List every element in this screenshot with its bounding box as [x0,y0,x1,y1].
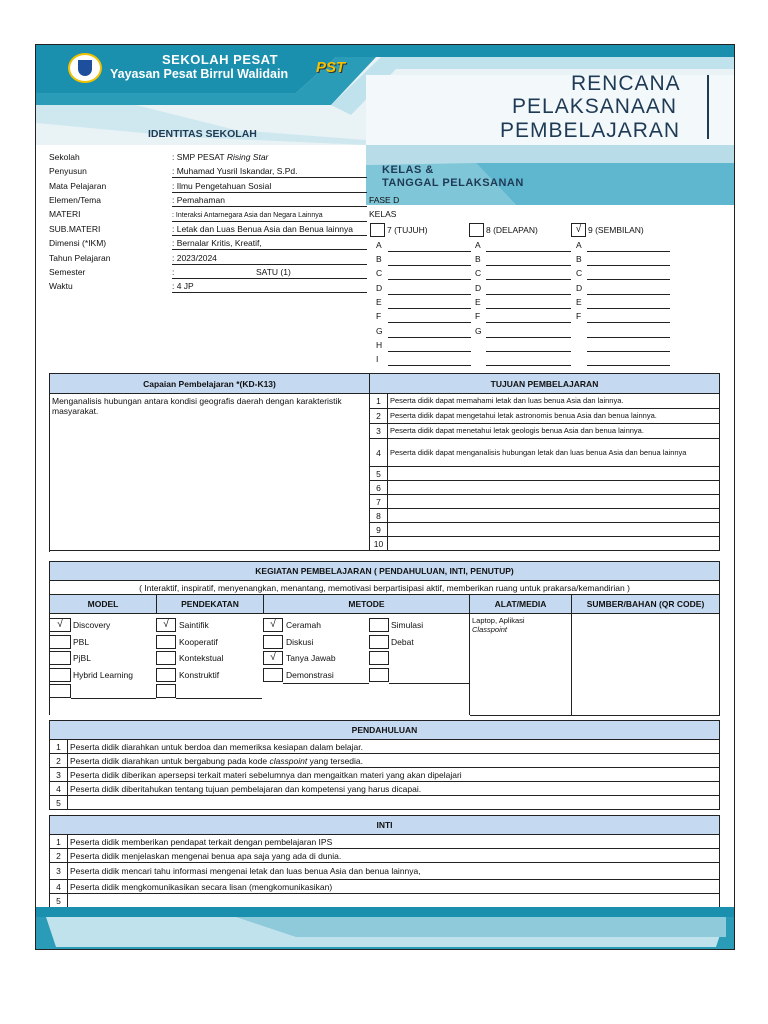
pendekatan-checkbox[interactable] [156,635,176,649]
model-checkbox[interactable] [49,635,71,649]
class-9-label: 9 (SEMBILAN) [588,225,644,235]
class-8-room: B [475,254,481,264]
identity-label: Tahun Pelajaran [49,253,111,263]
class-8-room: A [475,240,481,250]
identity-label: MATERI [49,209,81,219]
capaian-header: Capaian Pembelajaran *(KD-K13) [50,374,370,394]
inti-item: Peserta didik menjelaskan mengenai benua apa saja yang ada di dunia. [68,849,720,863]
plan-title-3: PEMBELAJARAN [500,119,681,142]
pendahuluan-number: 4 [50,782,68,796]
tujuan-number: 10 [370,537,388,551]
identity-value: : Muhamad Yusril Iskandar, S.Pd. [172,166,298,176]
metode-checkbox[interactable]: √ [263,618,283,632]
pesat-logo: PST [316,59,346,76]
metode-checkbox[interactable]: √ [263,651,283,665]
pendahuluan-item: Peserta didik diarahkan untuk berdoa dan memeriksa kesiapan dalam belajar. [68,740,720,754]
model-checkbox[interactable] [49,684,71,698]
identity-label: Elemen/Tema [49,195,101,205]
inti-item [68,894,720,908]
class-9-room: B [576,254,582,264]
capaian-text: Menganalisis hubungan antara kondisi geografis daerah dengan karakteristik masyarakat. [50,394,370,551]
class-9-room: C [576,268,583,278]
identity-label: Waktu [49,281,73,291]
pendahuluan-number: 2 [50,754,68,768]
tujuan-item [388,537,720,551]
inti-number: 2 [50,849,68,863]
inti-header: INTI [50,816,720,835]
class-title-2: TANGGAL PELAKSANAN [382,177,524,189]
identity-value: : Ilmu Pengetahuan Sosial [172,181,272,191]
kegiatan-header: KEGIATAN PEMBELAJARAN ( PENDAHULUAN, INTI, PENUTUP) [50,562,720,581]
metode-label: Ceramah [286,620,321,630]
pendekatan-label: Konstruktif [179,670,220,680]
class-9-room: E [576,297,582,307]
class-7-checkbox[interactable] [370,223,385,237]
pendahuluan-number: 5 [50,796,68,810]
foundation-name: Yayasan Pesat Birrul Walidain [110,67,289,81]
tujuan-number: 9 [370,523,388,537]
class-7-room: G [376,326,383,336]
pendahuluan-table [49,720,720,810]
kelas-label: KELAS [369,209,397,219]
alat-col-header: ALAT/MEDIA [470,595,572,614]
title-divider [707,75,709,139]
metode-checkbox[interactable] [369,618,389,632]
metode-checkbox[interactable] [263,668,283,682]
kegiatan-subheader: ( Interaktif, inspiratif, menyenangkan, menantang, memotivasi berpartisipasi aktif, memberikan ruang untuk prakarsa/kemandirian ) [50,581,720,595]
lesson-plan-sheet [35,44,735,950]
identity-label: Dimensi (*IKM) [49,238,107,248]
class-7-room: B [376,254,382,264]
identity-label: Penyusun [49,166,87,176]
tujuan-number: 5 [370,467,388,481]
class-8-checkbox[interactable] [469,223,484,237]
model-label: PjBL [73,653,91,663]
class-8-room: D [475,283,482,293]
tujuan-item: Peserta didik dapat mengetahui letak astronomis benua Asia dan benua lainnya. [388,409,720,424]
tujuan-item: Peserta didik dapat menganalisis hubungan letak dan luas benua Asia dan benua lainnya [388,439,720,467]
school-name: SEKOLAH PESAT [162,52,279,67]
inti-item: Peserta didik memberikan pendapat terkait dengan pembelajaran IPS [68,835,720,849]
model-label: Discovery [73,620,111,630]
class-7-room: H [376,340,383,350]
identity-value: : SMP PESAT Rising Star [172,152,269,162]
pendekatan-checkbox[interactable] [156,651,176,665]
inti-number: 3 [50,863,68,880]
school-logo [68,53,102,83]
pendahuluan-header: PENDAHULUAN [50,721,720,740]
tujuan-header: TUJUAN PEMBELAJARAN [370,374,720,394]
class-8-room: F [475,311,481,321]
class-7-room: E [376,297,382,307]
identity-value: : 2023/2024 [172,253,217,263]
tujuan-item [388,481,720,495]
inti-table [49,815,720,908]
identity-value: : Pemahaman [172,195,225,205]
header-banner [36,45,735,205]
pendahuluan-item: Peserta didik diberitahukan tentang tujuan pembelajaran dan kompetensi yang harus dicapai. [68,782,720,796]
alat-cell [470,614,572,716]
identity-value: : Bernalar Kritis, Kreatif, [172,238,262,248]
identity-title: IDENTITAS SEKOLAH [148,128,257,140]
inti-number: 4 [50,880,68,894]
class-7-room: C [376,268,383,278]
pendahuluan-number: 1 [50,740,68,754]
model-checkbox[interactable] [49,651,71,665]
identity-label: Semester [49,267,86,277]
fase-label: FASE D [369,195,400,205]
class-9-room: D [576,283,583,293]
class-8-label: 8 (DELAPAN) [486,225,538,235]
pendekatan-checkbox[interactable] [156,668,176,682]
tujuan-item [388,523,720,537]
pendekatan-label: Kontekstual [179,653,224,663]
identity-label: Sekolah [49,152,80,162]
identity-label: SUB.MATERI [49,224,101,234]
sumber-col-header: SUMBER/BAHAN (QR CODE) [572,595,720,614]
class-title-1: KELAS & [382,164,434,176]
tujuan-number: 8 [370,509,388,523]
metode-label: Demonstrasi [286,670,334,680]
inti-number: 5 [50,894,68,908]
tujuan-item [388,467,720,481]
identity-value: : 4 JP [172,281,194,291]
inti-number: 1 [50,835,68,849]
tujuan-number: 1 [370,394,388,409]
tujuan-item: Peserta didik dapat menetahui letak geologis benua Asia dan benua lainnya. [388,424,720,439]
pendahuluan-item: Peserta didik diberikan apersepsi terkait materi sebelumnya dan mengaitkan materi yang akan dipelajari [68,768,720,782]
metode-checkbox[interactable] [369,668,389,682]
pendahuluan-item [68,796,720,810]
identity-value: : Letak dan Luas Benua Asia dan Benua lainnya [172,224,354,234]
pendahuluan-number: 3 [50,768,68,782]
class-7-room: I [376,354,379,364]
metode-checkbox[interactable] [369,651,389,665]
tujuan-item [388,509,720,523]
model-checkbox[interactable] [49,668,71,682]
class-8-room: C [475,268,482,278]
tujuan-item [388,495,720,509]
alat-app: Classpoint [472,625,508,634]
class-7-label: 7 (TUJUH) [387,225,428,235]
inti-item: Peserta didik mencari tahu informasi mengenai letak dan luas benua Asia dan benua lainnya, [68,863,720,880]
class-9-checkbox[interactable]: √ [571,223,586,237]
tujuan-number: 4 [370,439,388,467]
tujuan-item: Peserta didik dapat memahami letak dan luas benua Asia dan lainnya. [388,394,720,409]
class-9-room: F [576,311,582,321]
plan-title-2: PELAKSANAAN [512,95,678,118]
pendahuluan-item: Peserta didik diarahkan untuk bergabung pada kode classpoint yang tersedia. [68,754,720,768]
pendekatan-checkbox[interactable]: √ [156,618,176,632]
pendekatan-label: Kooperatif [179,637,218,647]
identity-value: : Interaksi Antarnegara Asia dan Negara Lainnya [172,212,323,219]
footer-banner [36,907,735,950]
identity-label: Mata Pelajaran [49,181,107,191]
pendekatan-col-header: PENDEKATAN [157,595,264,614]
identity-value: : [172,267,175,277]
metode-label: Debat [391,637,414,647]
class-7-room: F [376,311,382,321]
tujuan-number: 3 [370,424,388,439]
pendekatan-label: Saintifik [179,620,209,630]
class-7-room: A [376,240,382,250]
metode-label: Diskusi [286,637,314,647]
metode-label: Tanya Jawab [286,653,336,663]
inti-item: Peserta didik mengkomunikasikan secara lisan (mengkomunikasikan) [68,880,720,894]
plan-title-1: RENCANA [571,72,681,95]
tujuan-number: 6 [370,481,388,495]
model-col-header: MODEL [50,595,157,614]
metode-checkbox[interactable] [369,635,389,649]
tujuan-number: 2 [370,409,388,424]
semester-value: SATU (1) [256,267,291,277]
alat-text: Laptop, Aplikasi [472,616,525,625]
model-label: Hybrid Learning [73,670,134,680]
class-8-room: G [475,326,482,336]
pendekatan-checkbox[interactable] [156,684,176,698]
class-8-room: E [475,297,481,307]
tujuan-number: 7 [370,495,388,509]
model-checkbox[interactable]: √ [49,618,71,632]
sumber-cell [572,614,720,716]
metode-col-header: METODE [264,595,470,614]
capaian-tujuan-table [49,373,720,551]
class-7-room: D [376,283,383,293]
metode-label: Simulasi [391,620,424,630]
model-label: PBL [73,637,90,647]
metode-checkbox[interactable] [263,635,283,649]
class-9-room: A [576,240,582,250]
